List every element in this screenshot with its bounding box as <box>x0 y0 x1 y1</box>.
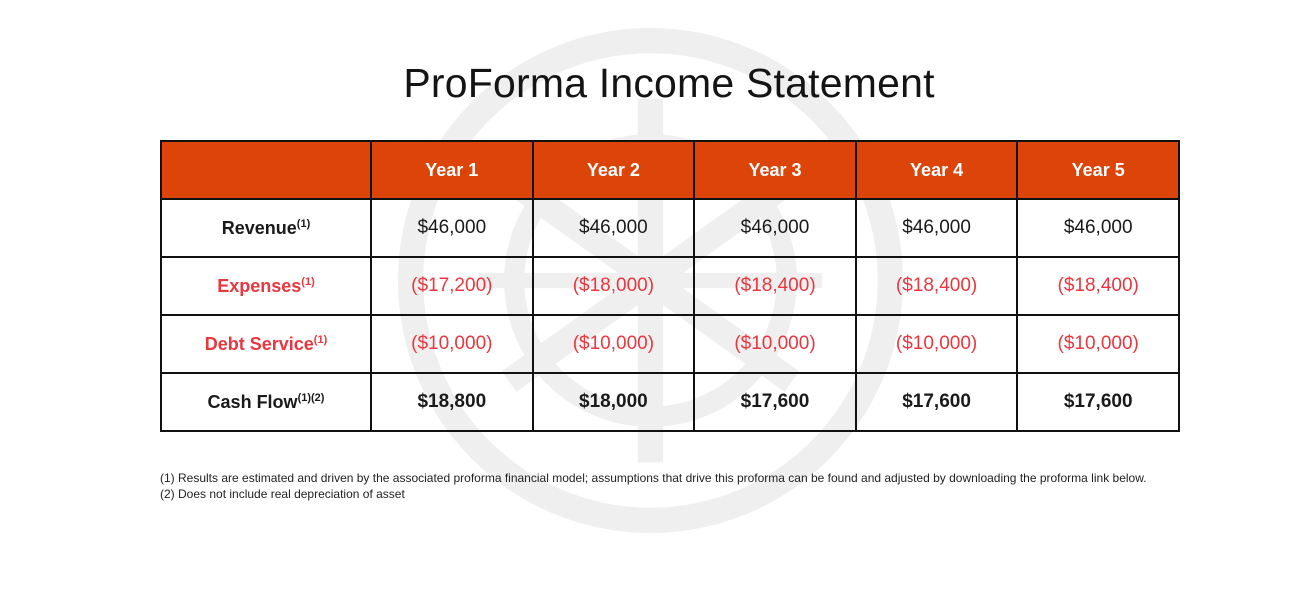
table-cell: ($17,200) <box>371 257 533 315</box>
row-label-expenses: Expenses$^{(1)}$ <box>161 257 371 315</box>
header-cell-year-3: Year 3 <box>694 141 856 199</box>
row-label-debt-service: Debt Service$^{(1)}$ <box>161 315 371 373</box>
table-cell: $46,000 <box>371 199 533 257</box>
table-row-debt-service <box>161 315 1179 373</box>
table-cell: ($18,000) <box>533 257 695 315</box>
table-cell: ($10,000) <box>1017 315 1179 373</box>
header-cell-year-2: Year 2 <box>533 141 695 199</box>
table-cell: ($10,000) <box>694 315 856 373</box>
footnote-marker: (1) <box>296 217 311 230</box>
table-row-revenue <box>161 199 1179 257</box>
table-cell: $46,000 <box>1017 199 1179 257</box>
table-cell: $46,000 <box>533 199 695 257</box>
table-cell: ($18,400) <box>1017 257 1179 315</box>
table-cell: $17,600 <box>856 373 1018 431</box>
table-header-row <box>161 141 1179 199</box>
table-cell: ($10,000) <box>533 315 695 373</box>
row-label-revenue: Revenue$^{(1)}$ <box>161 199 371 257</box>
table-cell: ($18,400) <box>694 257 856 315</box>
table-row-expenses <box>161 257 1179 315</box>
table-row-cash-flow <box>161 373 1179 431</box>
header-cell-blank <box>161 141 371 199</box>
table-cell: $46,000 <box>694 199 856 257</box>
footnote-marker: (1)(2) <box>297 391 325 404</box>
table-cell: $17,600 <box>1017 373 1179 431</box>
page-title: ProForma Income Statement <box>403 60 935 106</box>
footnote-1: (1) Results are estimated and driven by the associated proforma financial model; assumptions that drive this proforma can be found and adjusted by downloading the proforma link below. <box>160 471 1147 485</box>
header-cell-year-1: Year 1 <box>371 141 533 199</box>
footnote-marker: (1) <box>313 333 328 346</box>
table-cell: $18,800 <box>371 373 533 431</box>
header-cell-year-4: Year 4 <box>856 141 1018 199</box>
footnote-2: (2) Does not include real depreciation of asset <box>160 487 405 501</box>
table-cell: $17,600 <box>694 373 856 431</box>
footnotes <box>160 470 1160 502</box>
header-cell-year-5: Year 5 <box>1017 141 1179 199</box>
footnote-marker: (1) <box>301 275 315 288</box>
table-cell: ($10,000) <box>371 315 533 373</box>
table-cell: $18,000 <box>533 373 695 431</box>
table-cell: $46,000 <box>856 199 1018 257</box>
table-cell: ($10,000) <box>856 315 1018 373</box>
income-statement-table <box>160 140 1180 432</box>
table-cell: ($18,400) <box>856 257 1018 315</box>
row-label-cash-flow: Cash Flow$^{(1)(2)}$ <box>161 373 371 431</box>
